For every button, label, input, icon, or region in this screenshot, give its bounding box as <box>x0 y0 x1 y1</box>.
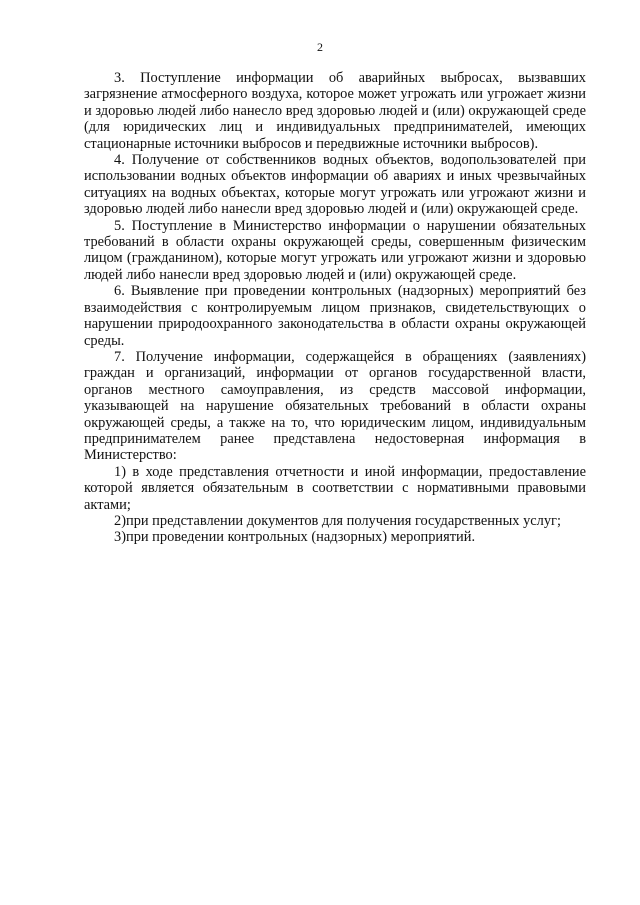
subitem-1: 1) в ходе представления отчетности и иной информации, предоставление которой является обязательным в соответствии с нормативными правовыми актами; <box>84 463 586 513</box>
subitem-3: 3)при проведении контрольных (надзорных) мероприятий. <box>114 529 476 546</box>
document-body <box>84 70 586 546</box>
paragraph-item-6: 6. Выявление при проведении контрольных (надзорных) мероприятий без взаимодействия с контролируемым лицом признаков, свидетельствующих о нарушении природоохранного законодательства в области охраны окружающей среды. <box>84 283 586 349</box>
paragraph-item-5: 5. Поступление в Министерство информации о нарушении обязательных требований в области охраны окружающей среды, совершенным физическим лицом (гражданином), которые могут угрожать или угрожают жизни и здоровью людей либо нанесли вред здоровью людей и (или) окружающей среде. <box>84 217 586 283</box>
paragraph-item-3: 3. Поступление информации об аварийных выбросах, вызвавших загрязнение атмосферного воздуха, которое может угрожать или угрожает жизни и здоровью людей либо нанесло вред здоровью людей и (или) окружающей среде (для юридических лиц и индивидуальных предпринимателей, имеющих стационарные источники выбросов и передвижные источники выбросов). <box>84 70 586 152</box>
page-number: 2 <box>317 40 323 54</box>
paragraph-item-7: 7. Получение информации, содержащейся в обращениях (заявлениях) граждан и организаций, информации от органов государственной власти, органов местного самоуправления, из средств массовой информации, указывающей на нарушение обязательных требований в области охраны окружающей среды, а также на то, что юридическим лицом, индивидуальным предпринимателем ранее представлена недостоверная информация в Министерство: <box>84 348 586 464</box>
paragraph-item-4: 4. Получение от собственников водных объектов, водопользователей при использовании водных объектов информации об авариях и иных чрезвычайных ситуациях на водных объектах, которые могут угрожать или угрожают жизни и здоровью людей либо нанесли вред здоровью людей и (или) окружающей среде. <box>84 152 586 218</box>
subitem-2: 2)при представлении документов для получения государственных услуг; <box>114 512 561 529</box>
